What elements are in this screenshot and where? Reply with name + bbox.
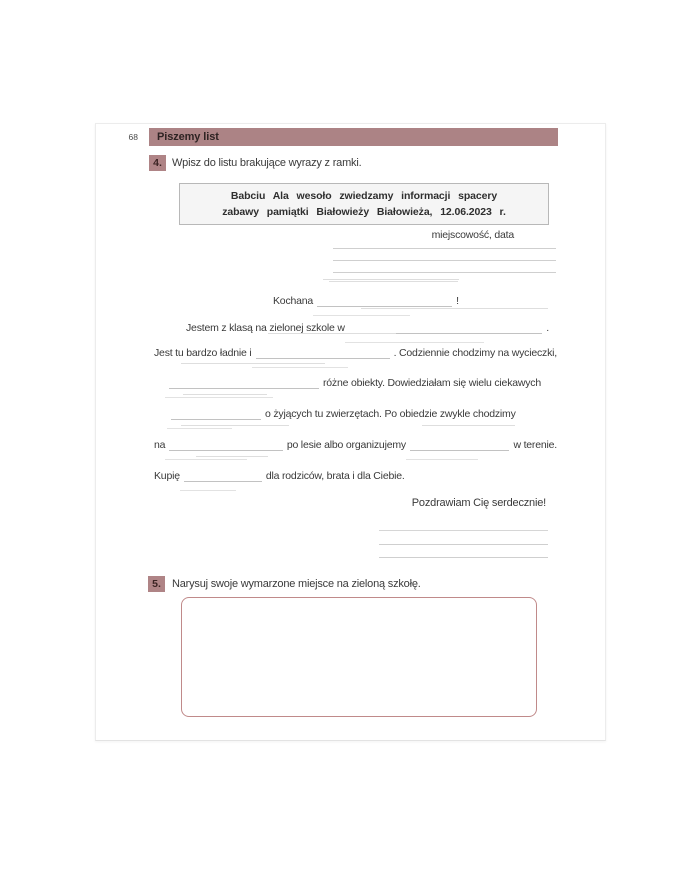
drawing-box[interactable] (181, 597, 537, 717)
jestem-text: Jestem z klasą na zielonej szkole w (186, 322, 345, 334)
signature-writing-line-2[interactable] (379, 544, 548, 545)
sentence-row-rozne (154, 373, 557, 389)
salutation-text: Kochana (273, 295, 314, 307)
sentence-row-jestem (154, 318, 557, 334)
word-bank-line-1: Babciu Ala wesoło zwiedzamy informacji spacery (230, 190, 498, 202)
exercise5-instruction: Narysuj swoje wymarzone miejsce na zieloną szkołę. (172, 578, 421, 590)
blank-location[interactable] (349, 320, 543, 334)
closing-text: Pozdrawiam Cię serdecznie! (411, 497, 546, 509)
salutation-exclamation: ! (456, 295, 459, 307)
na-pre-text: na (154, 439, 166, 451)
sentence-row-na (154, 435, 557, 451)
place-date-label: miejscowość, data (431, 229, 514, 241)
kupie-pre-text: Kupię (154, 470, 180, 482)
address-writing-line-2[interactable] (333, 260, 556, 261)
word-bank-line-2: zabawy pamiątki Białowieży Białowieża, 12.06.2023 r. (222, 206, 506, 218)
letter-template (154, 224, 557, 572)
closing-row (154, 497, 557, 513)
salutation-row (154, 291, 557, 307)
address-writing-line-4[interactable] (323, 279, 459, 280)
jestem-period: . (546, 322, 549, 334)
workbook-page (95, 123, 606, 741)
sentence-row-zyjacych (154, 404, 557, 420)
na-mid-text: po lesie albo organizujemy (286, 439, 406, 451)
address-writing-line-3[interactable] (333, 272, 556, 273)
jesttu-pre-text: Jest tu bardzo ładnie i (154, 347, 252, 359)
page-number: 68 (128, 132, 138, 142)
na-post-text: w terenie. (513, 439, 557, 451)
blank-noun-zabawy[interactable] (410, 437, 510, 451)
blank-adverb[interactable] (256, 345, 390, 359)
exercise4-number-badge: 4. (149, 155, 166, 171)
jesttu-post-text: . Codziennie chodzimy na wycieczki, (393, 347, 557, 359)
blank-salutation[interactable] (317, 293, 452, 307)
zyjacych-post-text: o żyjących tu zwierzętach. Po obiedzie zwykle chodzimy (265, 408, 516, 420)
blank-verb-zwiedzamy[interactable] (169, 375, 319, 389)
signature-writing-line-3[interactable] (379, 557, 548, 558)
rozne-post-text: różne obiekty. Dowiedziałam się wielu ciekawych (323, 377, 542, 389)
sentence-row-jesttu (154, 343, 557, 359)
blank-noun-spacery[interactable] (169, 437, 283, 451)
kupie-post-text: dla rodziców, brata i dla Ciebie. (265, 470, 405, 482)
lesson-title: Piszemy list (157, 131, 219, 143)
address-writing-line-1[interactable] (333, 248, 556, 249)
signature-writing-line-1[interactable] (379, 530, 548, 531)
sentence-row-kupie (154, 466, 557, 482)
blank-noun-informacji[interactable] (171, 406, 261, 420)
exercise5-number-badge: 5. (148, 576, 165, 592)
word-bank-box (179, 183, 549, 225)
blank-noun-pamiatki[interactable] (184, 468, 262, 482)
lesson-header-bar (149, 128, 558, 146)
exercise4-instruction: Wpisz do listu brakujące wyrazy z ramki. (172, 157, 362, 169)
